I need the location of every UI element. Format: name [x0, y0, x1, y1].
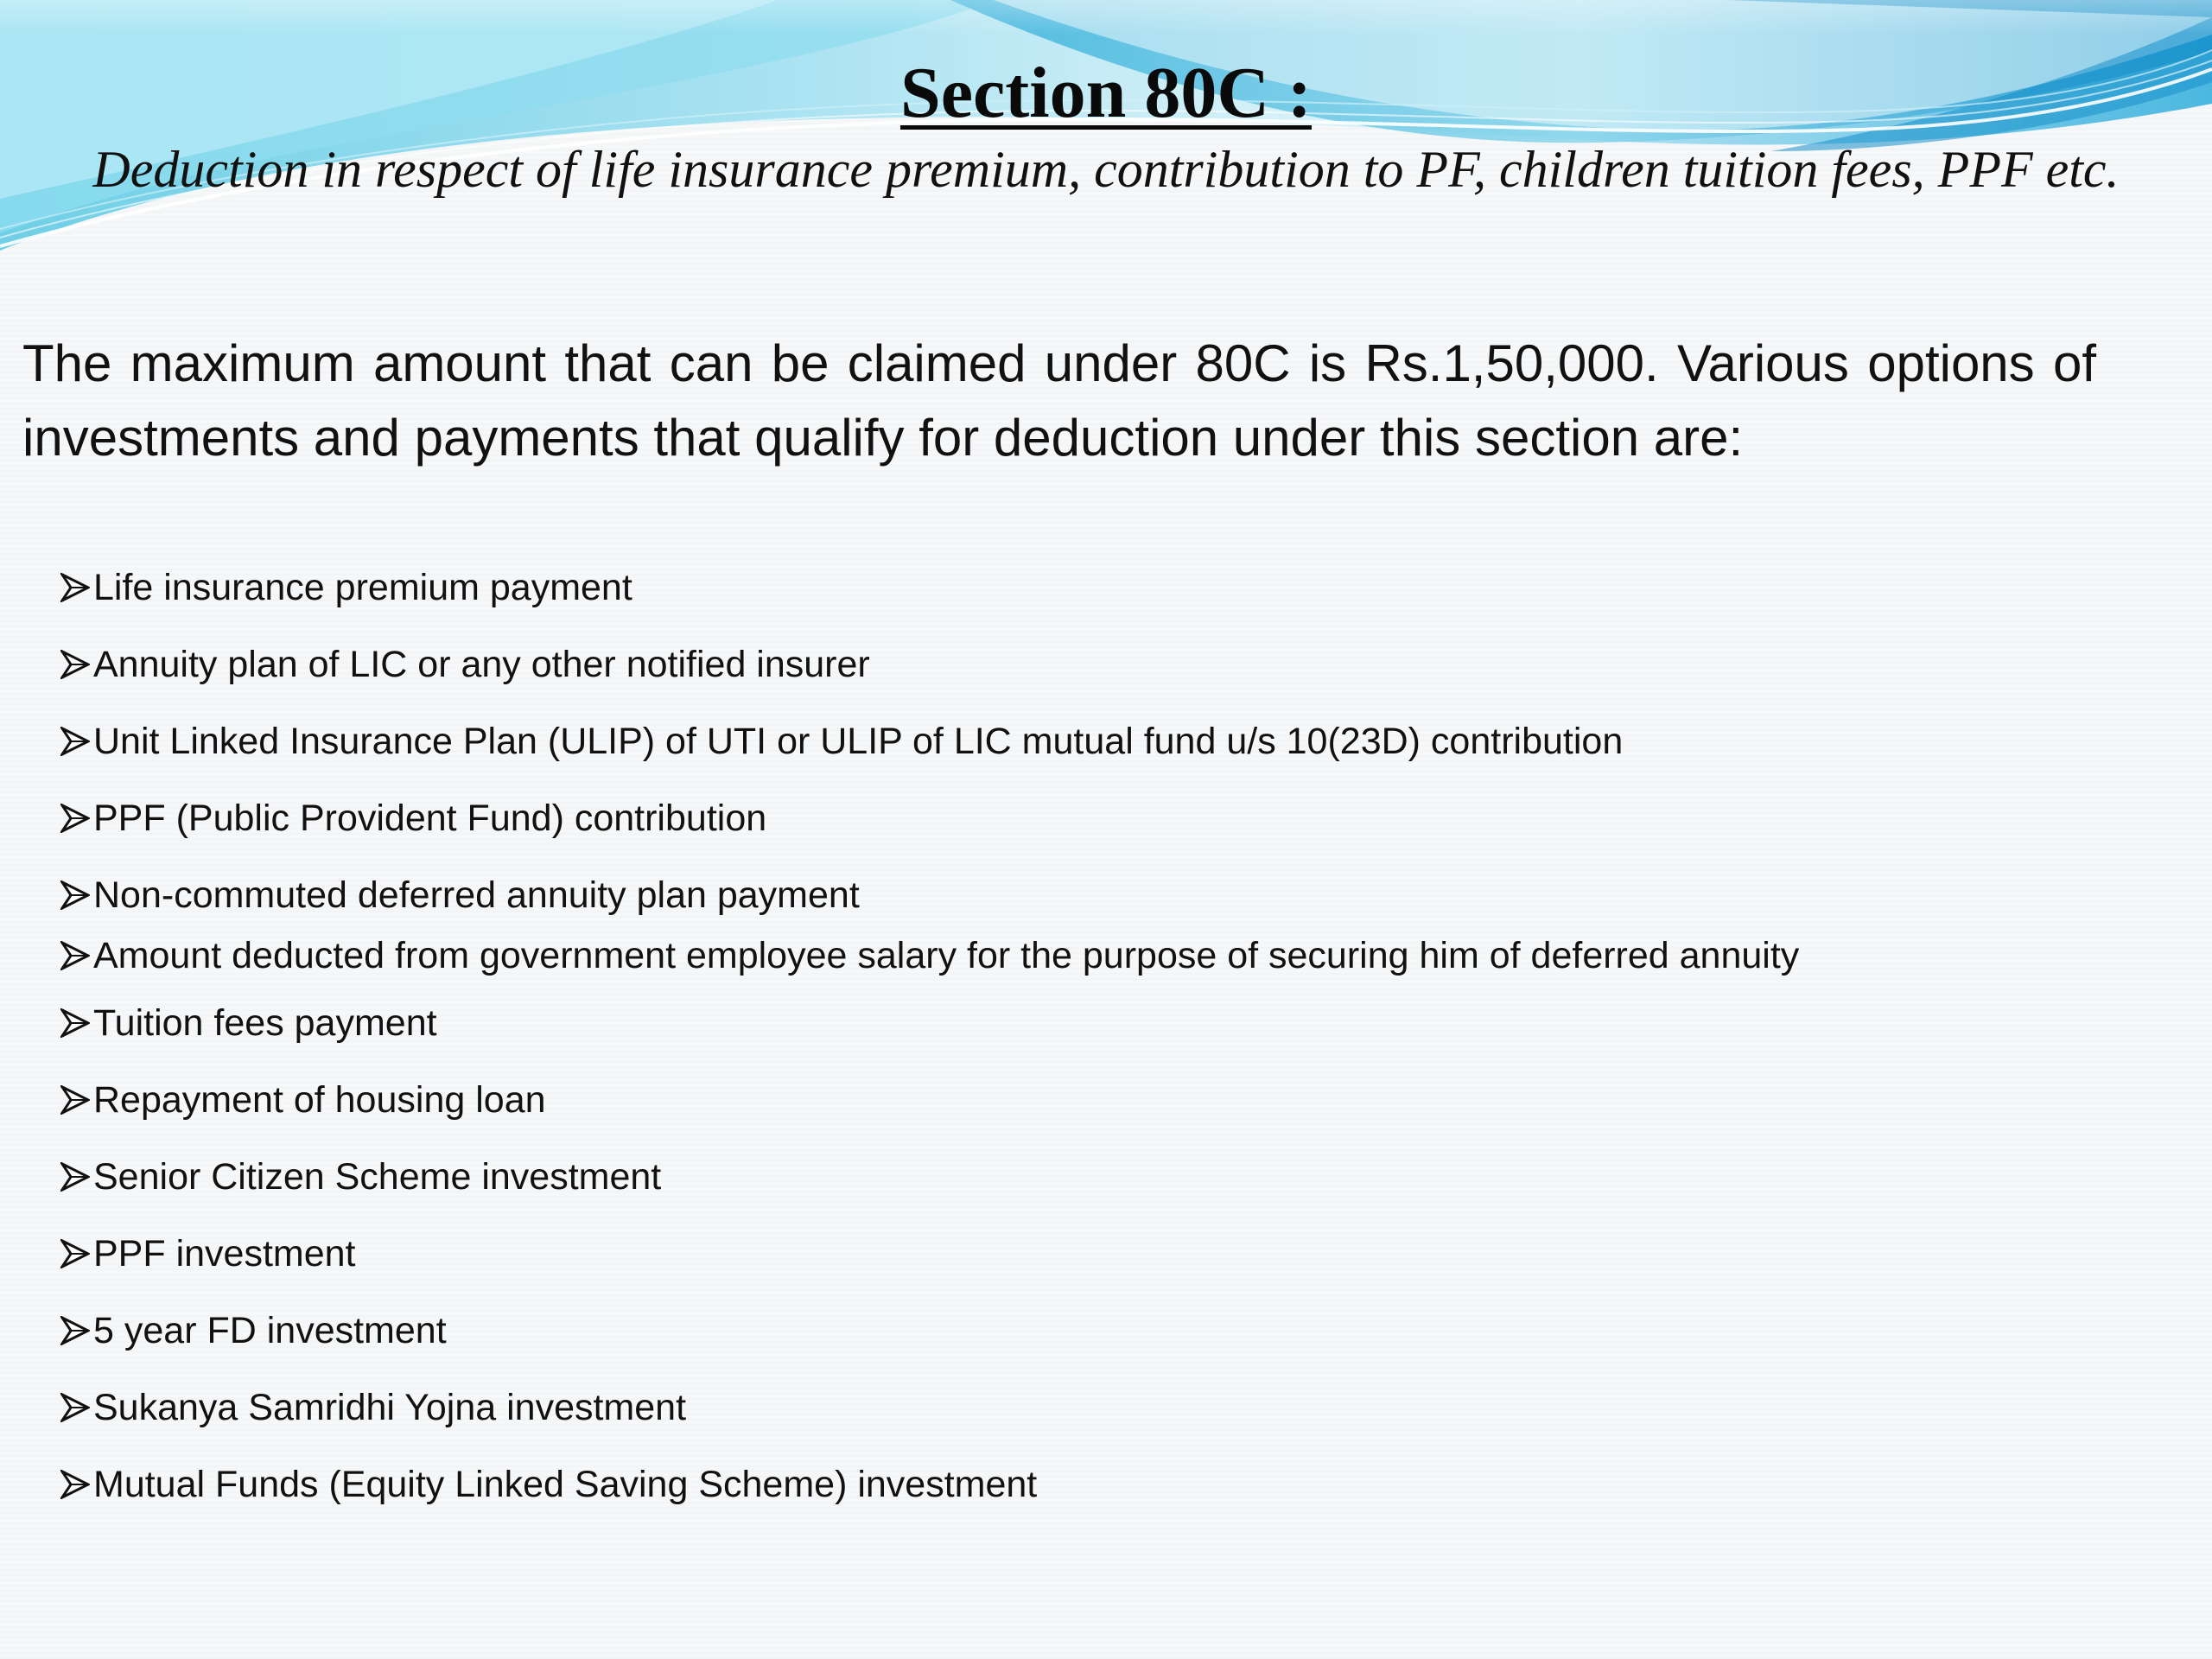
arrow-bullet-icon: [60, 639, 92, 690]
list-item: Sukanya Samridhi Yojna investment: [60, 1382, 1961, 1433]
arrow-bullet-icon: [60, 1151, 92, 1203]
arrow-bullet-icon: [60, 930, 92, 982]
intro-paragraph: The maximum amount that can be claimed under 80C is Rs.1,50,000. Various options of investments and payments that qualify for deduction under this section are:: [22, 334, 2096, 467]
slide-subtitle: Deduction in respect of life insurance premium, contribution to PF, children tuition fees, PPF etc.: [92, 141, 2120, 198]
arrow-bullet-icon: [60, 1305, 92, 1357]
list-item: Amount deducted from government employee salary for the purpose of securing him of deferred annuity: [60, 930, 1961, 982]
list-item: Mutual Funds (Equity Linked Saving Scheme) investment: [60, 1459, 1961, 1510]
list-item: Tuition fees payment: [60, 997, 1961, 1049]
list-item: PPF investment: [60, 1228, 1961, 1280]
list-item: Repayment of housing loan: [60, 1074, 1961, 1126]
arrow-bullet-icon: [60, 715, 92, 767]
arrow-bullet-icon: [60, 1074, 92, 1126]
arrow-bullet-icon: [60, 562, 92, 613]
list-item: Annuity plan of LIC or any other notified insurer: [60, 639, 1961, 690]
arrow-bullet-icon: [60, 1382, 92, 1433]
list-item: Unit Linked Insurance Plan (ULIP) of UTI or ULIP of LIC mutual fund u/s 10(23D) contribution: [60, 715, 1961, 767]
list-item: 5 year FD investment: [60, 1305, 1961, 1357]
list-item: Non-commuted deferred annuity plan payment: [60, 869, 1961, 921]
arrow-bullet-icon: [60, 1228, 92, 1280]
slide-title: Section 80C :: [900, 53, 1312, 133]
deduction-options-list: [60, 562, 1961, 1535]
list-item: PPF (Public Provident Fund) contribution: [60, 792, 1961, 844]
list-item: Life insurance premium payment: [60, 562, 1961, 613]
arrow-bullet-icon: [60, 869, 92, 921]
arrow-bullet-icon: [60, 997, 92, 1049]
arrow-bullet-icon: [60, 792, 92, 844]
arrow-bullet-icon: [60, 1459, 92, 1510]
list-item: Senior Citizen Scheme investment: [60, 1151, 1961, 1203]
